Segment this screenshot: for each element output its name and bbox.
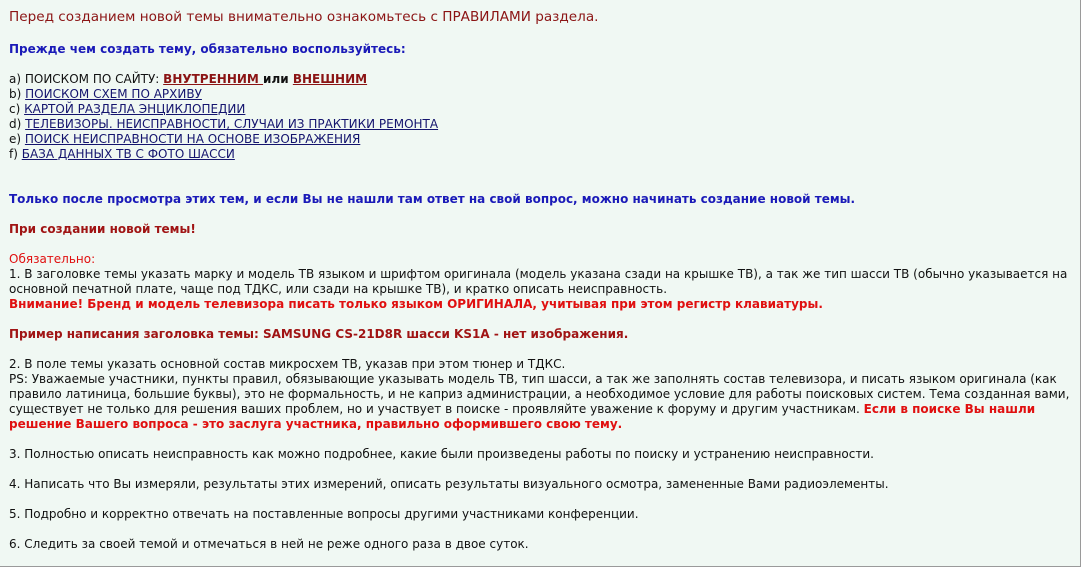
rule-1: 1. В заголовке темы указать марку и модель ТВ языком и шрифтом оригинала (модель указана сзади на крышке ТВ), а так же тип шасси ТВ (обычно указывается на основной печатной плате, чаще под ТДКС, или сзади на крышке ТВ), и кратко описать неисправность. bbox=[9, 267, 1068, 296]
attention-note: Внимание! Бренд и модель телевизора писать только языком ОРИГИНАЛА, учитывая при этом регистр клавиатуры. bbox=[9, 297, 823, 311]
rule-4: 4. Написать что Вы измеряли, результаты этих измерений, описать результаты визуального осмотра, замененные Вами радиоэлементы. bbox=[9, 477, 889, 491]
list-item-c bbox=[9, 102, 1075, 117]
list-prefix-a: a) bbox=[9, 72, 25, 86]
list-item-f bbox=[9, 147, 1075, 162]
list-prefix-f: f) bbox=[9, 147, 22, 161]
external-search-link[interactable]: ВНЕШНИМ bbox=[292, 72, 368, 86]
chassis-database-link[interactable]: БАЗА ДАННЫХ ТВ С ФОТО ШАССИ bbox=[21, 147, 235, 161]
mandatory-label: Обязательно: bbox=[9, 252, 96, 266]
ps-text: PS: Уважаемые участники, пункты правил, обязывающие указывать модель ТВ, тип шасси, а так же заполнять состав телевизора, и писать языком оригинала (как правило латиница, большие буквы), это не формальность, и не каприз администрации, а необходимое условие для работы поисковых систем. Тема созданная вами, существует не только для решения ваших проблем, но и участвует в поиске - проявляйте уважение к форуму и другим участникам. bbox=[9, 372, 1070, 416]
tv-faults-link[interactable]: ТЕЛЕВИЗОРЫ. НЕИСПРАВНОСТИ, СЛУЧАИ ИЗ ПРАКТИКИ РЕМОНТА bbox=[25, 117, 439, 131]
encyclopedia-map-link[interactable]: КАРТОЙ РАЗДЕЛА ЭНЦИКЛОПЕДИИ bbox=[24, 102, 246, 116]
list-prefix-d: d) bbox=[9, 117, 26, 131]
list-prefix-e: e) bbox=[9, 132, 25, 146]
page-title: Перед созданием новой темы внимательно ознакомьтесь с ПРАВИЛАМИ раздела. bbox=[9, 9, 599, 25]
or-text: или bbox=[263, 72, 293, 86]
site-search-label: ПОИСКОМ ПО САЙТУ: bbox=[24, 72, 164, 86]
ps-red-note: Если в поиске Вы нашли решение Вашего вопроса - это заслуга участника, правильно оформившего свою тему. bbox=[9, 402, 1036, 431]
list-prefix-c: c) bbox=[9, 102, 25, 116]
rule-6: 6. Следить за своей темой и отмечаться в ней не реже одного раза в двое суток. bbox=[9, 537, 529, 551]
ps-note bbox=[9, 372, 1075, 432]
title-example: Пример написания заголовка темы: SAMSUNG CS-21D8R шасси KS1A - нет изображения. bbox=[9, 327, 629, 341]
image-fault-search-link[interactable]: ПОИСК НЕИСПРАВНОСТИ НА ОСНОВЕ ИЗОБРАЖЕНИЯ bbox=[24, 132, 361, 146]
intro-text: Прежде чем создать тему, обязательно воспользуйтесь: bbox=[9, 42, 406, 56]
rule-2: 2. В поле темы указать основной состав микросхем ТВ, указав при этом тюнер и ТДКС. bbox=[9, 357, 566, 371]
rule-3: 3. Полностью описать неисправность как можно подробнее, какие были произведены работы по поиску и устранению неисправности. bbox=[9, 447, 874, 461]
list-item-b bbox=[9, 87, 1075, 102]
rules-content bbox=[9, 8, 1075, 552]
rule-5: 5. Подробно и корректно отвечать на поставленные вопросы другими участниками конференции. bbox=[9, 507, 639, 521]
after-view-text: Только после просмотра этих тем, и если Вы не нашли там ответ на свой вопрос, можно начинать создание новой темы. bbox=[9, 192, 856, 206]
schematics-archive-link[interactable]: ПОИСКОМ СХЕМ ПО АРХИВУ bbox=[25, 87, 202, 101]
list-prefix-b: b) bbox=[9, 87, 26, 101]
list-item-d bbox=[9, 117, 1075, 132]
internal-search-link[interactable]: ВНУТРЕННИМ bbox=[163, 72, 264, 86]
on-create-heading: При создании новой темы! bbox=[9, 222, 196, 236]
list-item-a bbox=[9, 72, 1075, 87]
list-item-e bbox=[9, 132, 1075, 147]
